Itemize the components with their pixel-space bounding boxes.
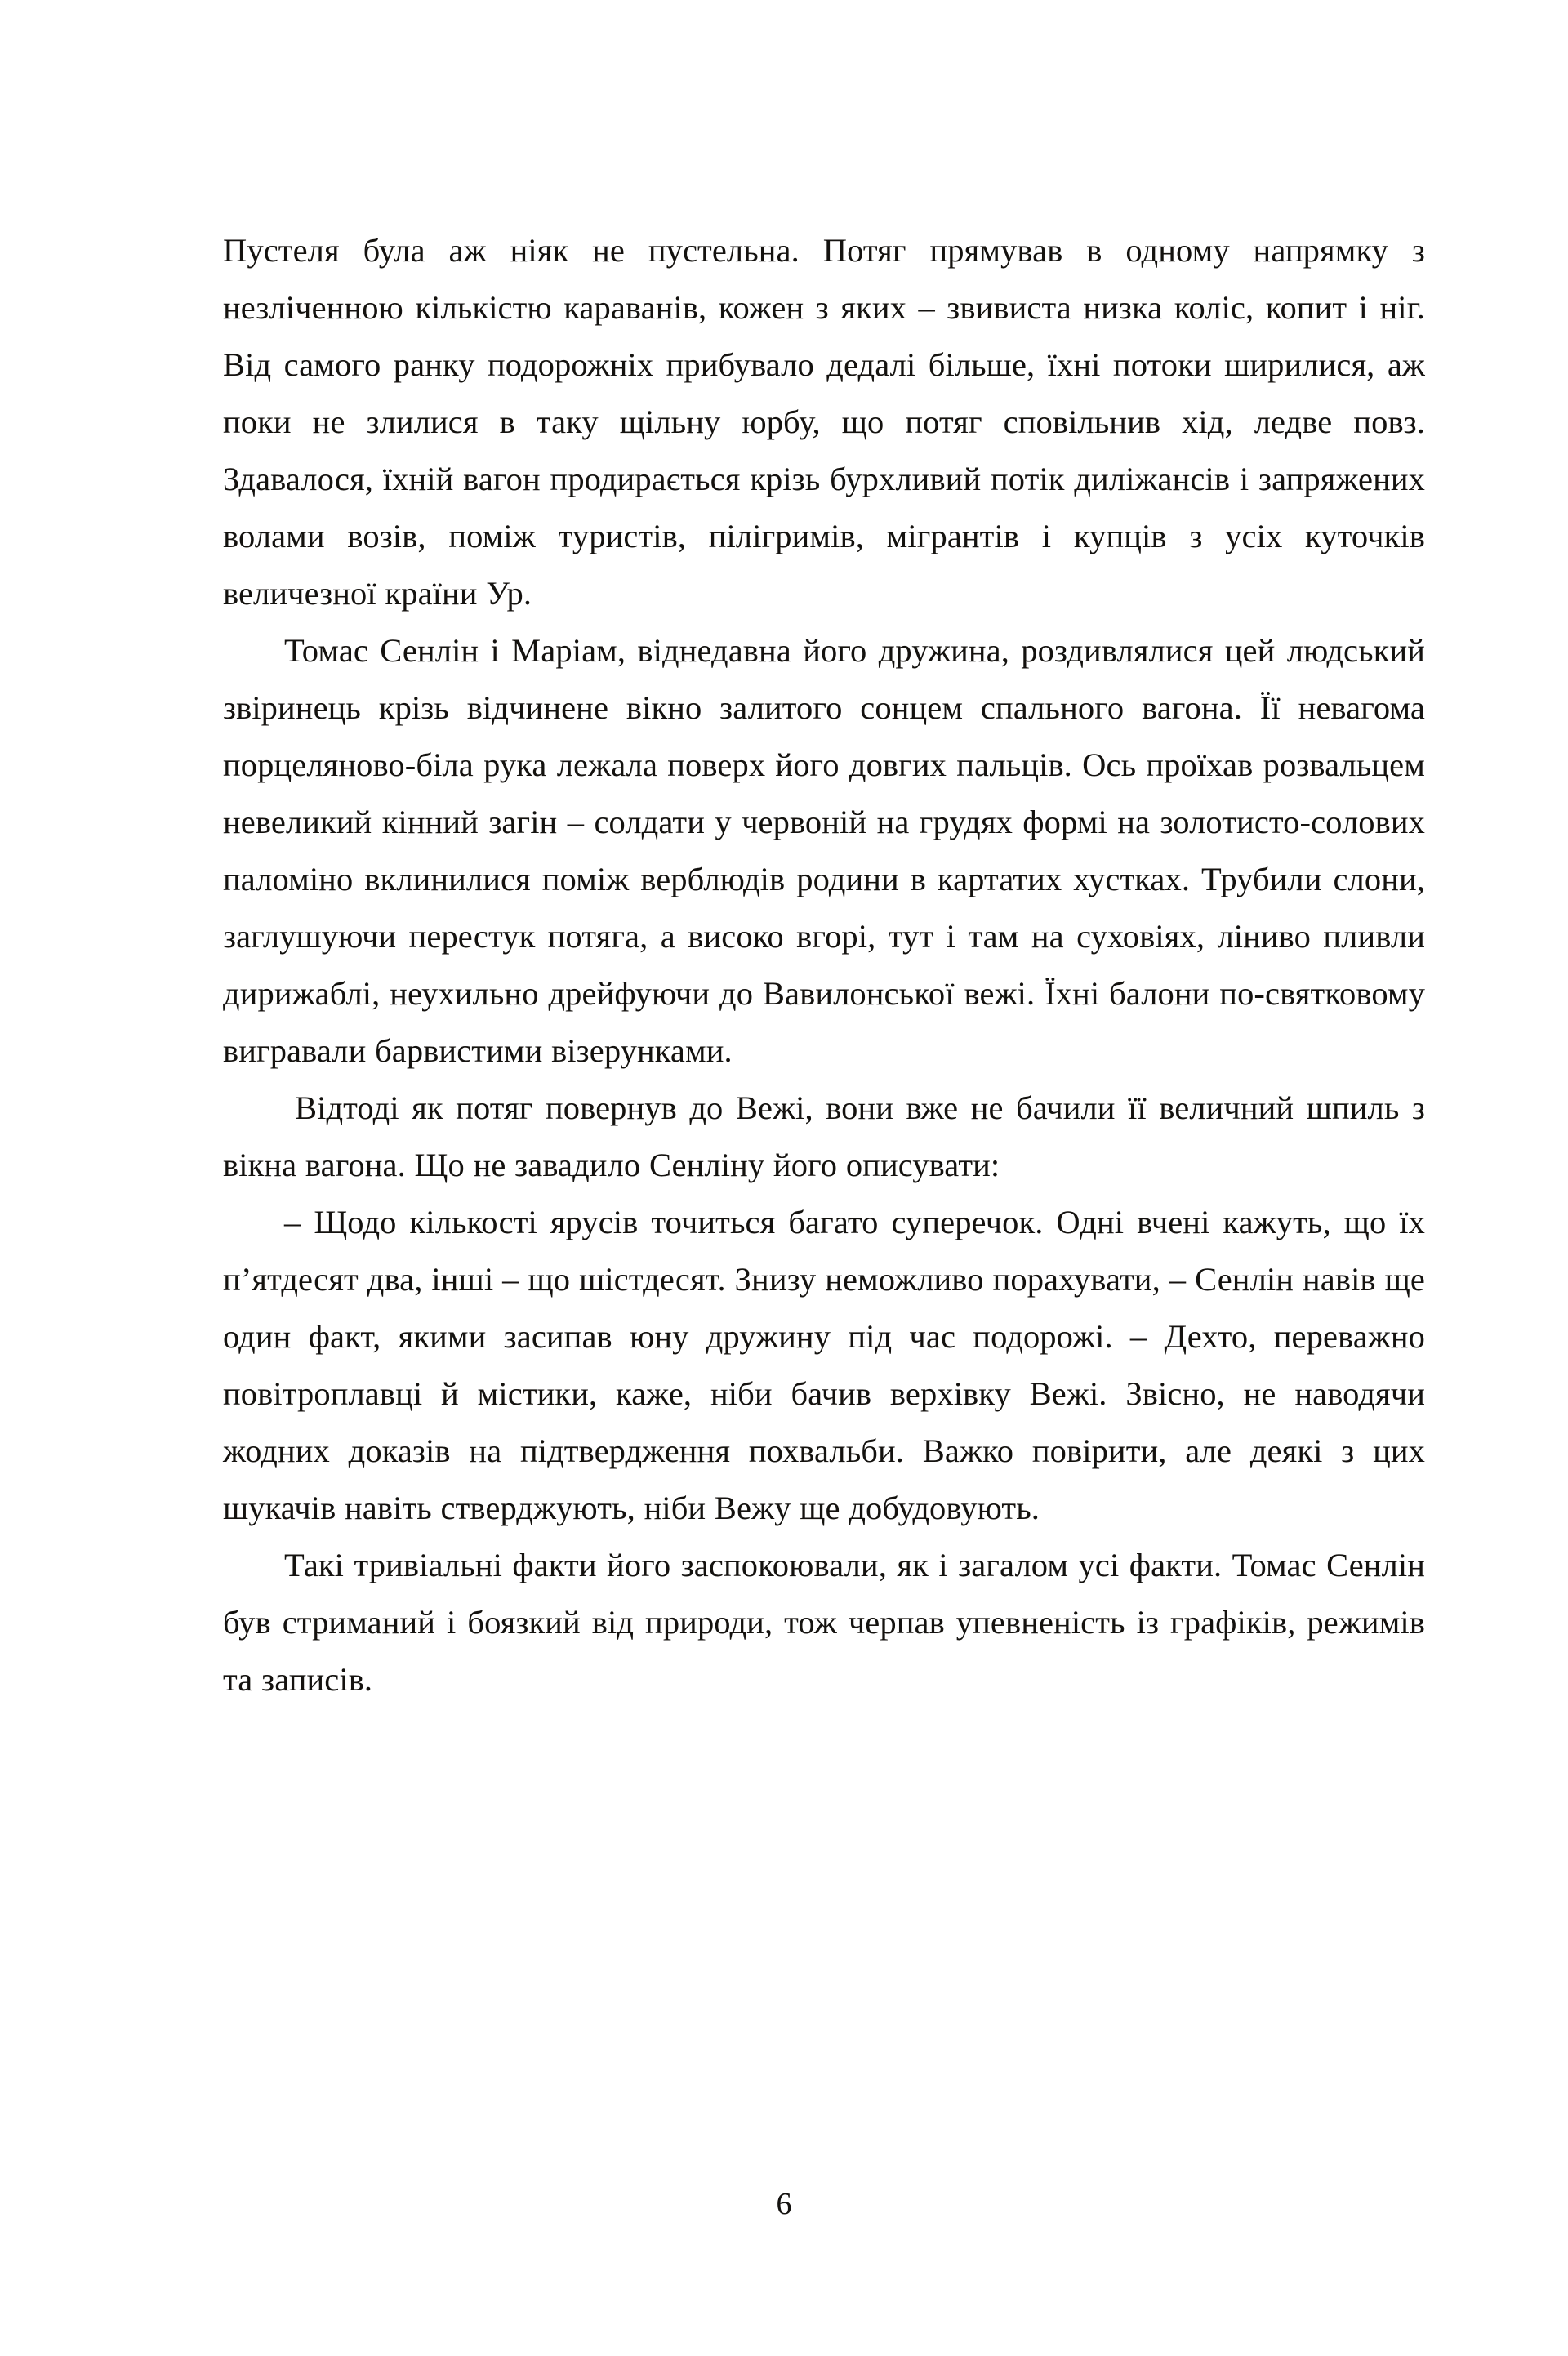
paragraph-4-dialogue: – Щодо кількості ярусів точиться багато суперечок. Одні вчені кажуть, що їх п’ятдесят два, інші – що шістдесят. Знизу неможливо порахувати, – Сенлін навів ще один факт, якими засипав юну дружину під час подорожі. – Дехто, переважно повітроплавці й містики, каже, ніби бачив верхівку Вежі. Звісно, не наводячи жодних доказів на підтвердження похвальби. Важко повірити, але деякі з цих шукачів навіть стверджують, ніби Вежу ще добудовують. [223,1204,1425,1526]
page-text-block [223,222,1425,1708]
page-number-folio: 6 [776,2187,792,2221]
paragraph-3: Відтоді як потяг повернув до Вежі, вони вже не бачили її величний шпиль з вікна вагона. Що не завадило Сенліну його описувати: [223,1089,1425,1183]
paragraph-2: Томас Сенлін і Маріам, віднедавна його дружина, роздивлялися цей людський звіринець крізь відчинене вікно залитого сонцем спального вагона. Її невагома порцеляново-біла рука лежала поверх його довгих пальців. Ось проїхав розвальцем невеликий кінний загін – солдати у червоній на грудях формі на золотисто-солових паломіно вклинилися поміж верблюдів родини в картатих хустках. Трубили слони, заглушуючи перестук потяга, а високо вгорі, тут і там на суховіях, ліниво пливли дирижаблі, неухильно дрейфуючи до Вавилонської вежі. Їхні балони по-святковому вигравали барвистими візерунками. [223,632,1425,1069]
paragraph-5: Такі тривіальні факти його заспокоювали, як і загалом усі факти. Томас Сенлін був стриманий і боязкий від природи, тож черпав упевненість із графіків, режимів та записів. [223,1547,1425,1698]
paragraph-1: Пустеля була аж ніяк не пустельна. Потяг прямував в одному напрямку з незліченною кількістю караванів, кожен з яких – звивиста низка коліс, копит і ніг. Від самого ранку подорожніх прибувало дедалі більше, їхні потоки ширилися, аж поки не злилися в таку щільну юрбу, що потяг сповільнив хід, ледве повз. Здавалося, їхній вагон продирається крізь бурхливий потік диліжансів і запряжених волами возів, поміж туристів, пілігримів, мігрантів і купців з усіх куточків величезної країни Ур. [223,232,1425,612]
